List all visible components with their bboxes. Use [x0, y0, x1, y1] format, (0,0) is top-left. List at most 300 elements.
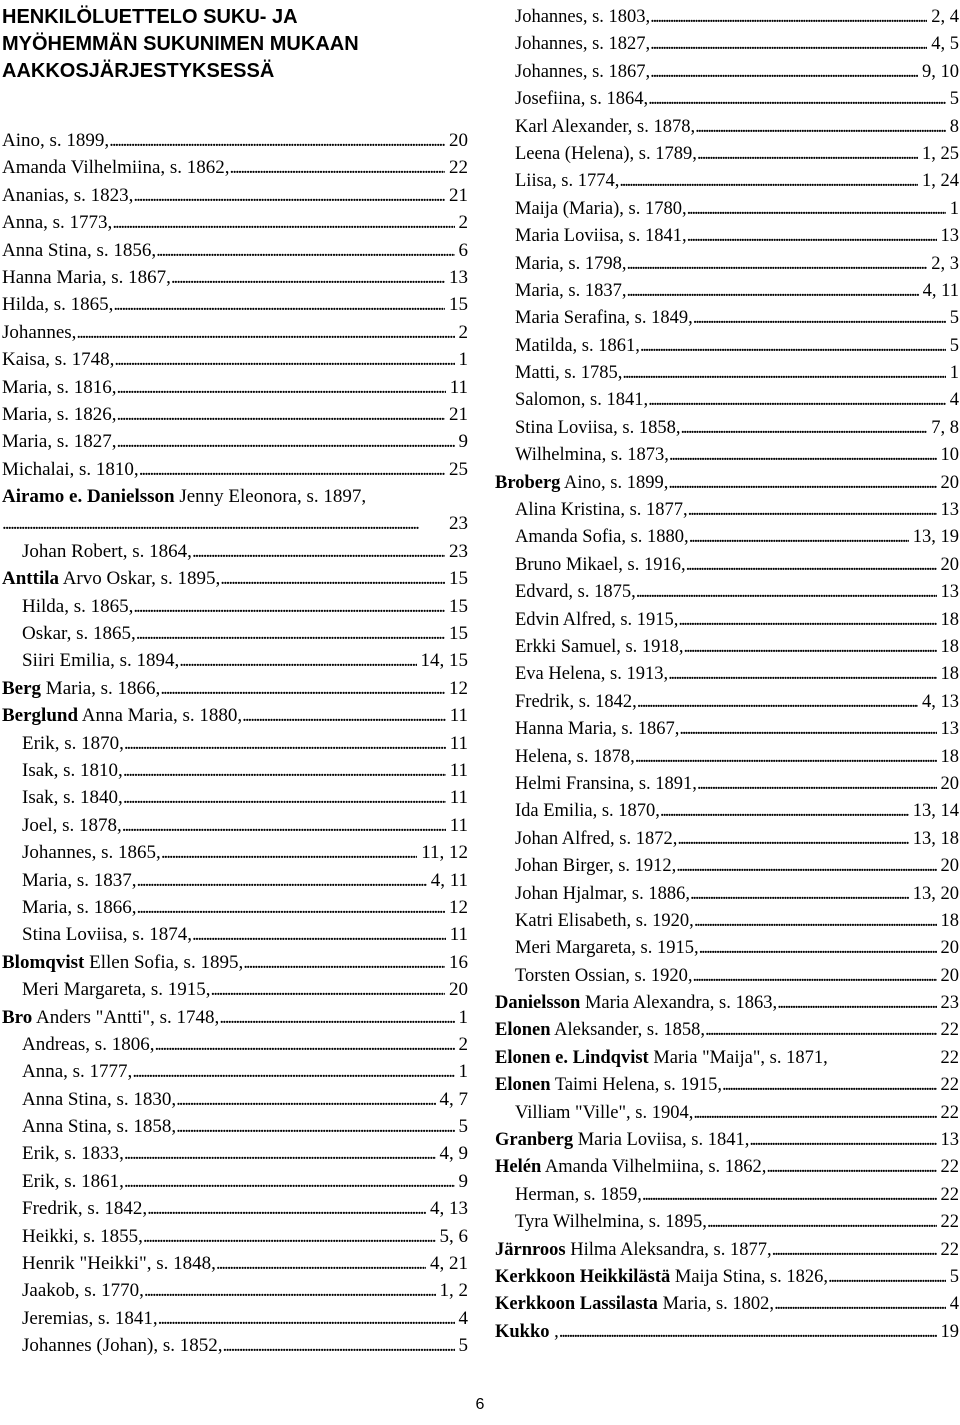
index-entry	[495, 442, 959, 469]
index-entry	[495, 196, 959, 223]
entry-given-names: Taimi Helena, s. 1915,	[550, 1075, 723, 1096]
entry-leader-dots	[678, 607, 936, 634]
index-entry	[2, 291, 468, 318]
entry-text	[515, 223, 687, 250]
entry-given-names: Anna Stina, s. 1830,	[22, 1088, 177, 1110]
index-entry	[2, 1168, 468, 1195]
index-entry	[495, 1127, 959, 1154]
entry-leader-dots	[114, 346, 454, 373]
entry-given-names: Edvin Alfred, s. 1915,	[515, 609, 679, 630]
entry-leader-dots	[627, 251, 928, 278]
entry-given-names: Salomon, s. 1841,	[515, 390, 649, 411]
entry-text	[515, 1209, 707, 1236]
entry-page-refs: 18	[940, 746, 959, 767]
entry-surname: Elonen	[495, 1020, 551, 1041]
entry-page-refs: 13, 18	[912, 828, 959, 849]
index-entry	[2, 209, 468, 236]
entry-given-names: Johan Birger, s. 1912,	[515, 856, 677, 877]
index-entry	[495, 1291, 959, 1318]
entry-leader-dots	[693, 963, 937, 990]
entry-surname: Airamo e. Danielsson	[2, 486, 175, 508]
entry-text	[515, 196, 687, 223]
entry-surname: Blomqvist	[2, 951, 85, 973]
entry-leader-dots	[136, 620, 445, 647]
entry-given-names: Villiam "Ville", s. 1904,	[515, 1102, 694, 1123]
entry-given-names: Stina Loviisa, s. 1874,	[22, 924, 192, 946]
entry-surname: Bro	[2, 1006, 33, 1028]
entry-text	[515, 4, 650, 31]
entry-page-refs: 14, 15	[420, 650, 468, 672]
entry-leader-dots	[219, 1004, 454, 1031]
entry-leader-dots	[133, 593, 445, 620]
entry-page-refs: 23	[940, 993, 959, 1014]
index-entry	[495, 1209, 959, 1236]
index-entry	[2, 565, 468, 592]
index-entry	[495, 853, 959, 880]
index-entry	[2, 1086, 468, 1113]
entry-given-names: Siiri Emilia, s. 1894,	[22, 650, 180, 672]
entry-given-names: Hilda, s. 1865,	[2, 294, 114, 316]
entry-text	[515, 716, 679, 743]
entry-given-names: Johannes, s. 1827,	[515, 34, 651, 55]
entry-leader-dots	[113, 291, 445, 318]
index-entry	[495, 4, 959, 31]
entry-given-names: Katri Elisabeth, s. 1920,	[515, 910, 694, 931]
entry-surname: Järnroos	[495, 1239, 566, 1260]
entry-page-refs: 11	[449, 705, 468, 727]
entry-given-names: Liisa, s. 1774,	[515, 171, 620, 192]
entry-text	[515, 86, 648, 113]
entry-leader-dots	[699, 935, 937, 962]
entry-text	[2, 1004, 219, 1031]
entry-page-refs: 22	[940, 1102, 959, 1123]
entry-given-names: Johan Alfred, s. 1872,	[515, 828, 678, 849]
entry-page-refs: 11	[449, 759, 468, 781]
entry-given-names: Heikki, s. 1855,	[22, 1225, 143, 1247]
entry-given-names: Anna Stina, s. 1858,	[22, 1116, 177, 1138]
entry-leader-dots	[158, 1305, 455, 1332]
index-entry	[495, 1182, 959, 1209]
entry-leader-dots	[828, 1264, 946, 1291]
index-entry	[2, 127, 468, 154]
entry-given-names: Maria Loviisa, s. 1841,	[515, 226, 687, 247]
entry-leader-dots	[220, 565, 445, 592]
index-entry	[495, 908, 959, 935]
index-entry	[495, 168, 959, 195]
entry-leader-dots	[669, 442, 937, 469]
entry-leader-dots	[176, 1113, 454, 1140]
entry-text	[515, 31, 650, 58]
entry-leader-dots	[676, 853, 936, 880]
index-entry	[495, 771, 959, 798]
entry-leader-dots	[124, 730, 446, 757]
entry-given-names: Maria, s. 1837,	[22, 869, 137, 891]
index-entry	[495, 497, 959, 524]
entry-leader-dots	[132, 1058, 454, 1085]
entry-text	[515, 607, 678, 634]
entry-given-names: Amanda Vilhelmiina, s. 1862,	[541, 1157, 767, 1178]
entry-surname: Elonen e. Lindqvist	[495, 1047, 649, 1068]
entry-page-refs: 2	[458, 1033, 468, 1055]
index-entry	[2, 1004, 468, 1031]
entry-text	[515, 1182, 642, 1209]
index-entry	[2, 374, 468, 401]
entry-text	[22, 867, 137, 894]
entry-leader-dots	[774, 1291, 946, 1318]
index-entry	[2, 1195, 468, 1222]
index-entry	[2, 620, 468, 647]
index-entry	[495, 387, 959, 414]
index-entry	[2, 1113, 468, 1140]
entry-text	[22, 1168, 124, 1195]
entry-text	[22, 1140, 124, 1167]
entry-leader-dots	[680, 415, 927, 442]
entry-leader-dots	[705, 1017, 937, 1044]
entry-leader-dots	[688, 497, 937, 524]
entry-given-names: Jeremias, s. 1841,	[22, 1307, 158, 1329]
index-entry	[2, 237, 468, 264]
entry-text	[515, 634, 684, 661]
entry-leader-dots	[668, 661, 936, 688]
entry-text	[495, 1291, 774, 1318]
entry-page-refs: 20	[940, 773, 959, 794]
entry-given-names: Matilda, s. 1861,	[515, 335, 640, 356]
entry-page-refs: 1	[458, 349, 468, 371]
entry-given-names: Maija (Maria), s. 1780,	[515, 198, 687, 219]
entry-text	[22, 1195, 147, 1222]
entry-surname: Kerkkoon Lassilasta	[495, 1294, 658, 1315]
entry-page-refs: 20	[940, 472, 959, 493]
entry-page-refs: 5	[949, 335, 959, 356]
index-entry	[495, 661, 959, 688]
entry-given-names: Johannes, s. 1867,	[515, 61, 651, 82]
index-entry	[495, 470, 959, 497]
entry-text	[2, 209, 112, 236]
entry-surname: Berglund	[2, 705, 79, 727]
entry-text	[495, 1072, 722, 1099]
entry-leader-dots	[223, 1332, 455, 1359]
entry-leader-dots	[137, 894, 445, 921]
entry-page-refs: 12	[449, 896, 468, 918]
entry-page-refs: 11	[449, 732, 468, 754]
entry-given-names: Maria Alexandra, s. 1863,	[580, 993, 778, 1014]
entry-leader-dots	[230, 154, 445, 181]
entry-text	[515, 114, 695, 141]
entry-page-refs: 1	[458, 1006, 468, 1028]
entry-leader-dots	[695, 114, 946, 141]
entry-page-refs: 22	[940, 1075, 959, 1096]
entry-leader-dots	[648, 86, 946, 113]
entry-page-refs: 1	[949, 198, 959, 219]
entry-text	[515, 415, 680, 442]
entry-leader-dots	[693, 305, 946, 332]
entry-text	[515, 579, 636, 606]
entry-given-names: Alina Kristina, s. 1877,	[515, 500, 688, 521]
title-line: AAKKOSJÄRJESTYKSESSÄ	[2, 60, 275, 82]
entry-text	[515, 141, 697, 168]
index-entry	[2, 784, 468, 811]
entry-given-names: Amanda Vilhelmiina, s. 1862,	[2, 157, 230, 179]
entry-text	[515, 497, 688, 524]
entry-page-refs: 19	[940, 1321, 959, 1342]
entry-text	[515, 333, 640, 360]
entry-text	[515, 798, 660, 825]
entry-page-refs: 9	[458, 431, 468, 453]
entry-text	[515, 935, 699, 962]
entry-leader-dots	[677, 826, 908, 853]
entry-page-refs: 20	[940, 554, 959, 575]
entry-leader-dots	[693, 1100, 936, 1127]
entry-text	[495, 1154, 766, 1181]
entry-leader-dots	[2, 510, 445, 537]
entry-page-refs: 22	[449, 157, 468, 179]
entry-text	[2, 949, 243, 976]
entry-given-names: Erkki Samuel, s. 1918,	[515, 636, 684, 657]
entry-given-names: Erik, s. 1870,	[22, 732, 124, 754]
entry-text	[515, 853, 676, 880]
index-title	[2, 4, 468, 85]
entry-given-names: Torsten Ossian, s. 1920,	[515, 965, 693, 986]
entry-page-refs: 2, 3	[931, 253, 959, 274]
entry-text	[22, 784, 123, 811]
entry-text	[22, 1223, 143, 1250]
entry-given-names: Edvard, s. 1875,	[515, 582, 636, 603]
entry-given-names: Johan Hjalmar, s. 1886,	[515, 883, 690, 904]
entry-leader-dots	[687, 223, 937, 250]
entry-leader-dots	[650, 4, 927, 31]
entry-page-refs: 18	[940, 609, 959, 630]
index-entry	[495, 798, 959, 825]
entry-leader-dots	[139, 456, 445, 483]
entry-given-names: Meri Margareta, s. 1915,	[22, 979, 211, 1001]
entry-page-refs: 18	[940, 636, 959, 657]
entry-given-names: Maria, s. 1866,	[41, 677, 161, 699]
entry-page-refs: 5	[949, 308, 959, 329]
entry-given-names: ,	[549, 1321, 559, 1342]
entry-given-names: Oskar, s. 1865,	[22, 623, 136, 645]
entry-page-refs: 1	[458, 1061, 468, 1083]
entry-given-names: Amanda Sofia, s. 1880,	[515, 527, 689, 548]
entry-leader-dots	[137, 867, 427, 894]
index-entry	[2, 1140, 468, 1167]
entry-text	[2, 702, 242, 729]
entry-leader-dots	[668, 470, 936, 497]
right-column	[495, 4, 959, 1346]
entry-leader-dots	[694, 908, 937, 935]
index-entry	[495, 360, 959, 387]
entry-given-names: Helmi Fransina, s. 1891,	[515, 773, 697, 794]
index-entry	[495, 579, 959, 606]
entry-surname: Berg	[2, 677, 42, 699]
entry-text	[515, 387, 648, 414]
entry-text	[2, 565, 220, 592]
entry-leader-dots	[192, 921, 446, 948]
entry-given-names: Stina Loviisa, s. 1858,	[515, 417, 681, 438]
entry-given-names: Johannes, s. 1803,	[515, 7, 651, 27]
entry-leader-dots	[109, 127, 445, 154]
index-entry	[495, 86, 959, 113]
entry-leader-dots	[124, 1140, 436, 1167]
entry-leader-dots	[707, 1209, 937, 1236]
entry-text	[515, 251, 627, 278]
entry-text	[515, 59, 650, 86]
entry-leader-dots	[112, 209, 454, 236]
entry-page-refs: 10	[940, 445, 959, 466]
entry-page-refs: 4, 13	[430, 1198, 468, 1220]
title-line: HENKILÖLUETTELO SUKU- JA	[2, 6, 298, 28]
index-entry	[495, 59, 959, 86]
entry-page-refs: 20	[940, 938, 959, 959]
entry-page-refs: 21	[449, 403, 468, 425]
index-entry	[495, 1154, 959, 1181]
entry-page-refs: 13	[940, 719, 959, 740]
entry-leader-dots	[622, 360, 945, 387]
entry-given-names: Isak, s. 1810,	[22, 759, 123, 781]
entry-page-refs: 13, 19	[912, 527, 959, 548]
entry-page-refs: 4	[949, 390, 959, 411]
entry-text	[515, 689, 637, 716]
entry-leader-dots	[156, 237, 454, 264]
entry-given-names: Hilma Aleksandra, s. 1877,	[565, 1239, 772, 1260]
entry-text	[22, 976, 211, 1003]
entry-given-names: Leena (Helena), s. 1789,	[515, 143, 697, 164]
entry-text	[495, 470, 668, 497]
entry-page-refs: 22	[940, 1047, 959, 1068]
index-entry	[495, 1072, 959, 1099]
index-entry	[2, 510, 468, 537]
index-entry	[495, 634, 959, 661]
entry-surname: Elonen	[495, 1075, 551, 1096]
entry-page-refs: 1	[949, 363, 959, 384]
index-entry	[2, 1305, 468, 1332]
index-entry	[495, 552, 959, 579]
entry-leader-dots	[684, 634, 937, 661]
entry-given-names: Jenny Eleonora, s. 1897,	[174, 486, 367, 508]
entry-text	[22, 1058, 132, 1085]
index-entry	[2, 401, 468, 428]
index-entry	[2, 812, 468, 839]
entry-text	[22, 620, 136, 647]
index-entry	[2, 428, 468, 455]
entry-leader-dots	[171, 264, 445, 291]
entry-leader-dots	[216, 1250, 426, 1277]
entry-given-names: Tyra Wilhelmina, s. 1895,	[515, 1212, 707, 1233]
entry-given-names: Wilhelmina, s. 1873,	[515, 445, 669, 466]
entry-leader-dots	[123, 757, 446, 784]
entry-page-refs: 5, 6	[439, 1225, 468, 1247]
index-entry	[495, 1045, 959, 1072]
entry-surname: Granberg	[495, 1130, 574, 1151]
entry-surname: Helén	[495, 1157, 542, 1178]
index-entry	[2, 730, 468, 757]
entry-given-names: Henrik "Heikki", s. 1848,	[22, 1253, 216, 1275]
entry-text	[22, 593, 133, 620]
entry-leader-dots	[154, 1031, 454, 1058]
index-entry	[2, 1031, 468, 1058]
entry-leader-dots	[143, 1223, 436, 1250]
index-entry	[2, 264, 468, 291]
entry-page-refs: 18	[940, 664, 959, 685]
entry-leader-dots	[627, 278, 919, 305]
entry-given-names: Erik, s. 1861,	[22, 1170, 124, 1192]
entry-leader-dots	[117, 401, 445, 428]
index-entry	[495, 1100, 959, 1127]
index-entry	[2, 483, 468, 510]
entry-text	[515, 908, 694, 935]
entry-text	[515, 168, 619, 195]
index-entry	[495, 114, 959, 141]
entry-text	[22, 894, 137, 921]
entry-text	[515, 744, 635, 771]
entry-page-refs: 11	[449, 924, 468, 946]
entry-page-refs: 23	[449, 513, 468, 535]
entry-leader-dots	[179, 647, 416, 674]
entry-text	[22, 1031, 154, 1058]
entry-page-refs: 13	[940, 226, 959, 247]
index-entry	[495, 251, 959, 278]
entry-given-names: Aino, s. 1899,	[560, 472, 669, 493]
entry-page-refs: 22	[940, 1212, 959, 1233]
entry-page-refs: 15	[449, 595, 468, 617]
entry-page-refs: 8	[949, 116, 959, 137]
index-entry	[2, 593, 468, 620]
entry-leader-dots	[766, 1154, 936, 1181]
entry-text	[2, 291, 113, 318]
entry-leader-dots	[749, 1127, 936, 1154]
entry-leader-dots	[123, 784, 446, 811]
entry-leader-dots	[690, 881, 909, 908]
entry-text	[515, 771, 697, 798]
left-column	[2, 4, 468, 1360]
entry-surname: Kukko	[495, 1321, 550, 1342]
entry-given-names: Johannes, s. 1865,	[22, 842, 161, 864]
entry-page-refs: 16	[449, 951, 468, 973]
entry-page-refs: 11	[449, 814, 468, 836]
entry-page-refs: 13, 20	[912, 883, 959, 904]
entry-text	[2, 401, 117, 428]
entry-given-names: Anna, s. 1777,	[22, 1061, 133, 1083]
entry-leader-dots	[660, 798, 909, 825]
entry-leader-dots	[697, 141, 918, 168]
entry-page-refs: 4, 11	[430, 869, 468, 891]
entry-text	[515, 524, 689, 551]
entry-page-refs: 4	[949, 1294, 959, 1315]
entry-page-refs: 1, 25	[922, 143, 959, 164]
entry-page-refs: 15	[449, 623, 468, 645]
entry-given-names: Jaakob, s. 1770,	[22, 1280, 144, 1302]
entry-leader-dots	[122, 812, 446, 839]
entry-text	[495, 1319, 559, 1346]
entry-given-names: Hanna Maria, s. 1867,	[515, 719, 680, 740]
entry-leader-dots	[637, 689, 918, 716]
index-entry	[2, 976, 468, 1003]
entry-given-names: Maria, s. 1816,	[2, 376, 117, 398]
entry-page-refs: 1, 24	[922, 171, 959, 192]
entry-leader-dots	[559, 1319, 937, 1346]
entry-page-refs: 4, 21	[430, 1253, 468, 1275]
entry-leader-dots	[124, 1168, 455, 1195]
entry-given-names: Fredrik, s. 1842,	[515, 691, 637, 712]
entry-given-names: Johan Robert, s. 1864,	[22, 540, 192, 562]
entry-given-names: Maria "Maija", s. 1871,	[648, 1047, 828, 1068]
entry-text	[22, 921, 192, 948]
entry-given-names: Joel, s. 1878,	[22, 814, 122, 836]
entry-given-names: Maria Loviisa, s. 1841,	[573, 1130, 750, 1151]
entry-text	[2, 154, 230, 181]
entry-page-refs: 22	[940, 1184, 959, 1205]
entry-given-names: Maija Stina, s. 1826,	[670, 1266, 829, 1287]
entry-text	[2, 483, 468, 510]
